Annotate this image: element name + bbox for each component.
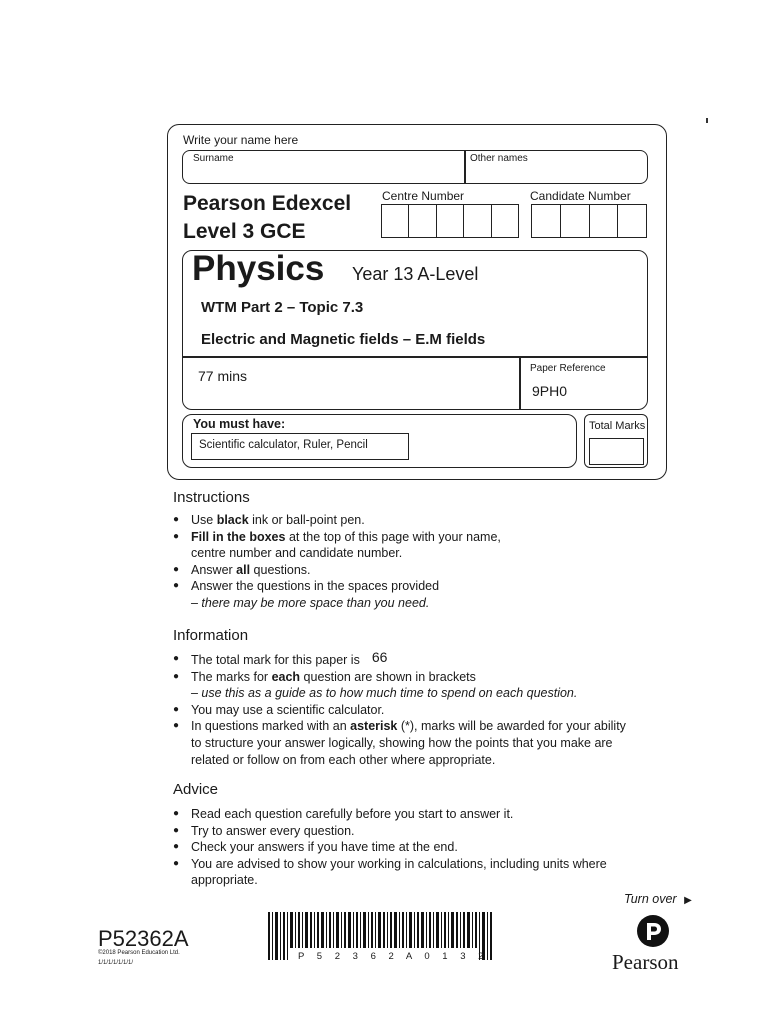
advice-list — [173, 806, 653, 889]
total-mark-value: 66 — [371, 649, 388, 665]
list-item: ● Answer all questions. — [173, 562, 653, 579]
candidate-number-label: Candidate Number — [530, 189, 631, 203]
total-marks-field[interactable] — [589, 438, 644, 465]
centre-number-boxes[interactable] — [381, 204, 519, 238]
paper-time: 77 mins — [198, 368, 248, 384]
list-item: ● Check your answers if you have time at the end. — [173, 839, 653, 856]
name-divider — [464, 151, 466, 183]
centre-number-label: Centre Number — [382, 189, 465, 203]
list-item: ● Answer the questions in the spaces provided – there may be more space than you need. — [173, 578, 653, 611]
paper-topic: Electric and Magnetic fields – E.M fields — [201, 331, 486, 348]
list-item: ● You may use a scientific calculator. — [173, 702, 663, 719]
paper-reference-label: Paper Reference — [530, 363, 606, 374]
information-heading: Information — [173, 627, 249, 644]
paper-reference: 9PH0 — [532, 383, 568, 399]
details-vdivider — [519, 356, 521, 409]
write-name-label: Write your name here — [183, 133, 299, 147]
year-level: Year 13 A-Level — [352, 264, 479, 284]
other-names-label: Other names — [470, 153, 528, 164]
instructions-list — [173, 512, 653, 612]
copyright: ©2018 Pearson Education Ltd. — [98, 950, 180, 956]
pearson-logo-icon — [636, 914, 670, 948]
exam-board: Pearson Edexcel — [183, 192, 352, 215]
advice-heading: Advice — [173, 781, 219, 798]
list-item: ● In questions marked with an asterisk (*), marks will be awarded for your ability to structure your answer logically, showing how the points that you make are related or follow on from each other where appropriate. — [173, 718, 663, 768]
print-code: 1/1/1/1/1/1/1/ — [98, 960, 134, 966]
subject-title: Physics — [192, 249, 325, 288]
list-item: ● Read each question carefully before you start to answer it. — [173, 806, 653, 823]
turn-over-label: Turn over — [624, 892, 677, 906]
list-item: ● Fill in the boxes at the top of this page with your name, centre number and candidate number. — [173, 529, 653, 562]
turn-over-arrow-icon: ▶ — [684, 895, 692, 906]
candidate-number-boxes[interactable] — [531, 204, 647, 238]
list-item: ● Use black ink or ball-point pen. — [173, 512, 653, 529]
list-item: ● Try to answer every question. — [173, 823, 653, 840]
paper-code: P52362A — [98, 926, 189, 951]
instructions-heading: Instructions — [173, 489, 250, 506]
name-box — [182, 150, 648, 184]
barcode-text: P 5 2 3 6 2 A 0 1 3 2 — [298, 951, 489, 962]
details-divider — [183, 356, 647, 358]
surname-label: Surname — [193, 153, 234, 164]
list-item: ● The marks for each question are shown in brackets – use this as a guide as to how much time to spend on each question. — [173, 669, 663, 702]
pearson-wordmark: Pearson — [612, 950, 679, 974]
list-item: ● You are advised to show your working in calculations, including units where appropriate. — [173, 856, 653, 889]
requirements-text: Scientific calculator, Ruler, Pencil — [199, 439, 368, 451]
qualification-level: Level 3 GCE — [183, 220, 306, 243]
total-marks-label: Total Marks — [589, 420, 646, 432]
paper-part: WTM Part 2 – Topic 7.3 — [201, 299, 364, 316]
must-have-label: You must have: — [193, 417, 286, 431]
information-list — [173, 651, 663, 768]
list-item: ● The total mark for this paper is 66 — [173, 651, 663, 669]
turn-over — [624, 892, 692, 906]
scan-mark — [706, 118, 708, 123]
